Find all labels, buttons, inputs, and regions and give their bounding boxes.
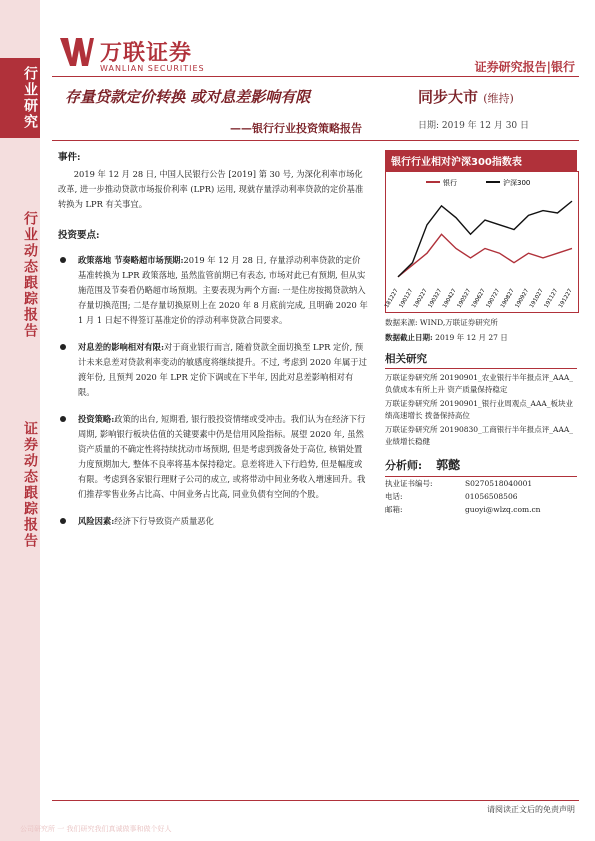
report-subtitle: ——银行行业投资策略报告 [230,122,362,135]
x-tick-label: 190427 [442,288,458,310]
bullet-icon [60,257,66,263]
analyst-info-row [385,503,577,516]
report-date: 日期: 2019 年 12 月 30 日 [418,121,530,131]
chart-title: 银行行业相对沪深300指数表 [385,150,577,171]
event-heading: 事件: [58,152,81,163]
sidebar-securities-tracking: 证券动态跟踪报告 [22,421,38,549]
point-text: 政策的出台, 短期看, 银行股投资情绪或受冲击。我们认为在经济下行周期, 影响银行板块估值的关键要素中仍是信用风险指标。展望 2020 年, 虽然资产质量的不确定性将持续扰动市场预期, 但是考虑到拨备处于高位, 核销处置力度预期加大, 整体不良率将基本保持稳定。息差将进入下行趋势, 但是幅度或有限。考虑到各家银行理财子公司的成立, 或将带动中间业务收入增速回升。我们推荐零售业务占比高、中间业务占比高, 同业负债有空间的个股。 [78,414,366,499]
chart-date-label: 数据截止日期: [385,333,433,342]
point-label: 政策落地 节奏略超市场预期: [78,255,184,265]
analyst-name: 郭懿 [436,458,461,472]
relative-index-chart [385,171,579,313]
analyst-header [385,456,577,477]
x-tick-label: 190327 [427,288,444,310]
points-heading: 投资要点: [58,230,100,241]
wanlian-logo-icon [60,38,94,66]
related-item[interactable]: 万联证券研究所 20190901_农业银行半年报点评_AAA_负债成本有所上升 资产质量保持稳定 [385,373,574,394]
x-tick-label: 191027 [529,288,545,310]
point-text: 2019 年 12 月 28 日, 存量浮动利率贷款的定价基准转换为 LPR 政策落地, 虽然监管前期已有表态, 市场对此已有预期, 但从实施范围及节奏看仍略超市场预期。主要表现为两个方面: 一是住房按揭贷款纳入存量切换范围; 二是存量切换原则上在 2020 年 8 月底前完成, 且明确 2020 年 1 月 1 日起不得签订基准定价的浮动利率贷款合同要求。 [78,255,368,325]
logo-text-en: WANLIAN SECURITIES [100,64,205,73]
chart-date-value: 2019 年 12 月 27 日 [435,333,508,342]
point-item [58,412,368,502]
company-logo [60,36,205,73]
points-list [58,253,368,529]
analyst-info-row [385,490,577,503]
chart-date [385,332,577,343]
x-tick-label: 190227 [413,288,429,310]
event-text: 2019 年 12 月 28 日, 中国人民银行公告 [2019] 第 30 号, 为深化利率市场化改革, 进一步推动贷款市场报价利率 (LPR) 运用, 现就存量浮动利率贷款的定价基准转换为 LPR 有关事宜。 [58,169,364,209]
x-tick-label: 191227 [558,288,574,310]
header-divider [52,76,579,77]
bullet-icon [60,416,66,422]
rating [418,86,514,107]
point-item [58,514,368,529]
point-text: 经济下行导致资产质量恶化 [114,516,214,526]
bullet-icon [60,344,66,350]
info-value: S0270518040001 [465,479,533,488]
footer-left-text: 公司研究所 一 我们研究我们真诚做事和做个好人 [20,825,172,833]
sidebar-industry-research: 行业研究 [0,58,40,138]
x-tick-label: 190527 [456,288,473,310]
related-item[interactable]: 万联证券研究所 20190901_银行业周观点_AAA_板块业绩高速增长 拨备保持高位 [385,399,574,420]
x-tick-label: 190927 [514,288,531,310]
logo-text-cn: 万联证券 [100,41,193,66]
report-category: 证券研究报告|银行 [474,60,575,74]
point-text: 对于商业银行而言, 随着贷款全面切换至 LPR 定价, 预计未来息差对贷款利率变动的敏感度将继续提升。不过, 考虑到 2020 年属于过渡年份, 且预判 2020 年 LPR 定价下调或在下半年, 因此对息差影响相对有限。 [78,342,367,397]
analyst-info-row [385,477,577,490]
x-tick-label: 191127 [543,288,560,310]
legend-label: 沪深300 [503,179,531,187]
sidebar-industry-tracking: 行业动态跟踪报告 [22,211,38,339]
info-key: 邮箱: [385,505,403,514]
series-line [398,201,572,277]
info-key: 执业证书编号: [385,479,433,488]
point-label: 风险因素: [78,516,115,526]
chart-svg [386,172,578,312]
sidebar [0,0,40,841]
point-label: 投资策略: [78,414,115,424]
info-value: 01056508506 [465,492,518,501]
analyst-label: 分析师: [385,458,423,472]
rating-sub: (维持) [483,92,514,105]
bullet-icon [60,518,66,524]
legend-label: 银行 [443,179,457,187]
sidebar-info [385,150,577,516]
title-divider [52,140,579,141]
info-key: 电话: [385,492,403,501]
report-title: 存量贷款定价转换 或对息差影响有限 [65,88,311,106]
x-tick-label: 190727 [485,288,502,310]
x-tick-label: 190627 [471,288,487,310]
related-item[interactable]: 万联证券研究所 20190830_工商银行半年报点评_AAA_业绩增长稳健 [385,425,574,446]
chart-source: 数据来源: WIND,万联证券研究所 [385,318,498,327]
point-item [58,340,368,400]
x-tick-label: 190127 [398,288,415,310]
point-label: 对息差的影响相对有限: [78,342,165,352]
info-value[interactable]: guoyi@wlzq.com.cn [465,505,541,514]
disclaimer-link[interactable]: 请阅读正文后的免责声明 [487,805,575,814]
x-tick-label: 181227 [384,288,400,310]
main-content [58,150,368,541]
point-item [58,253,368,328]
related-heading: 相关研究 [385,351,577,369]
footer-divider [52,800,579,801]
series-line [398,234,572,277]
rating-main: 同步大市 [418,88,479,106]
x-tick-label: 190827 [500,288,516,310]
